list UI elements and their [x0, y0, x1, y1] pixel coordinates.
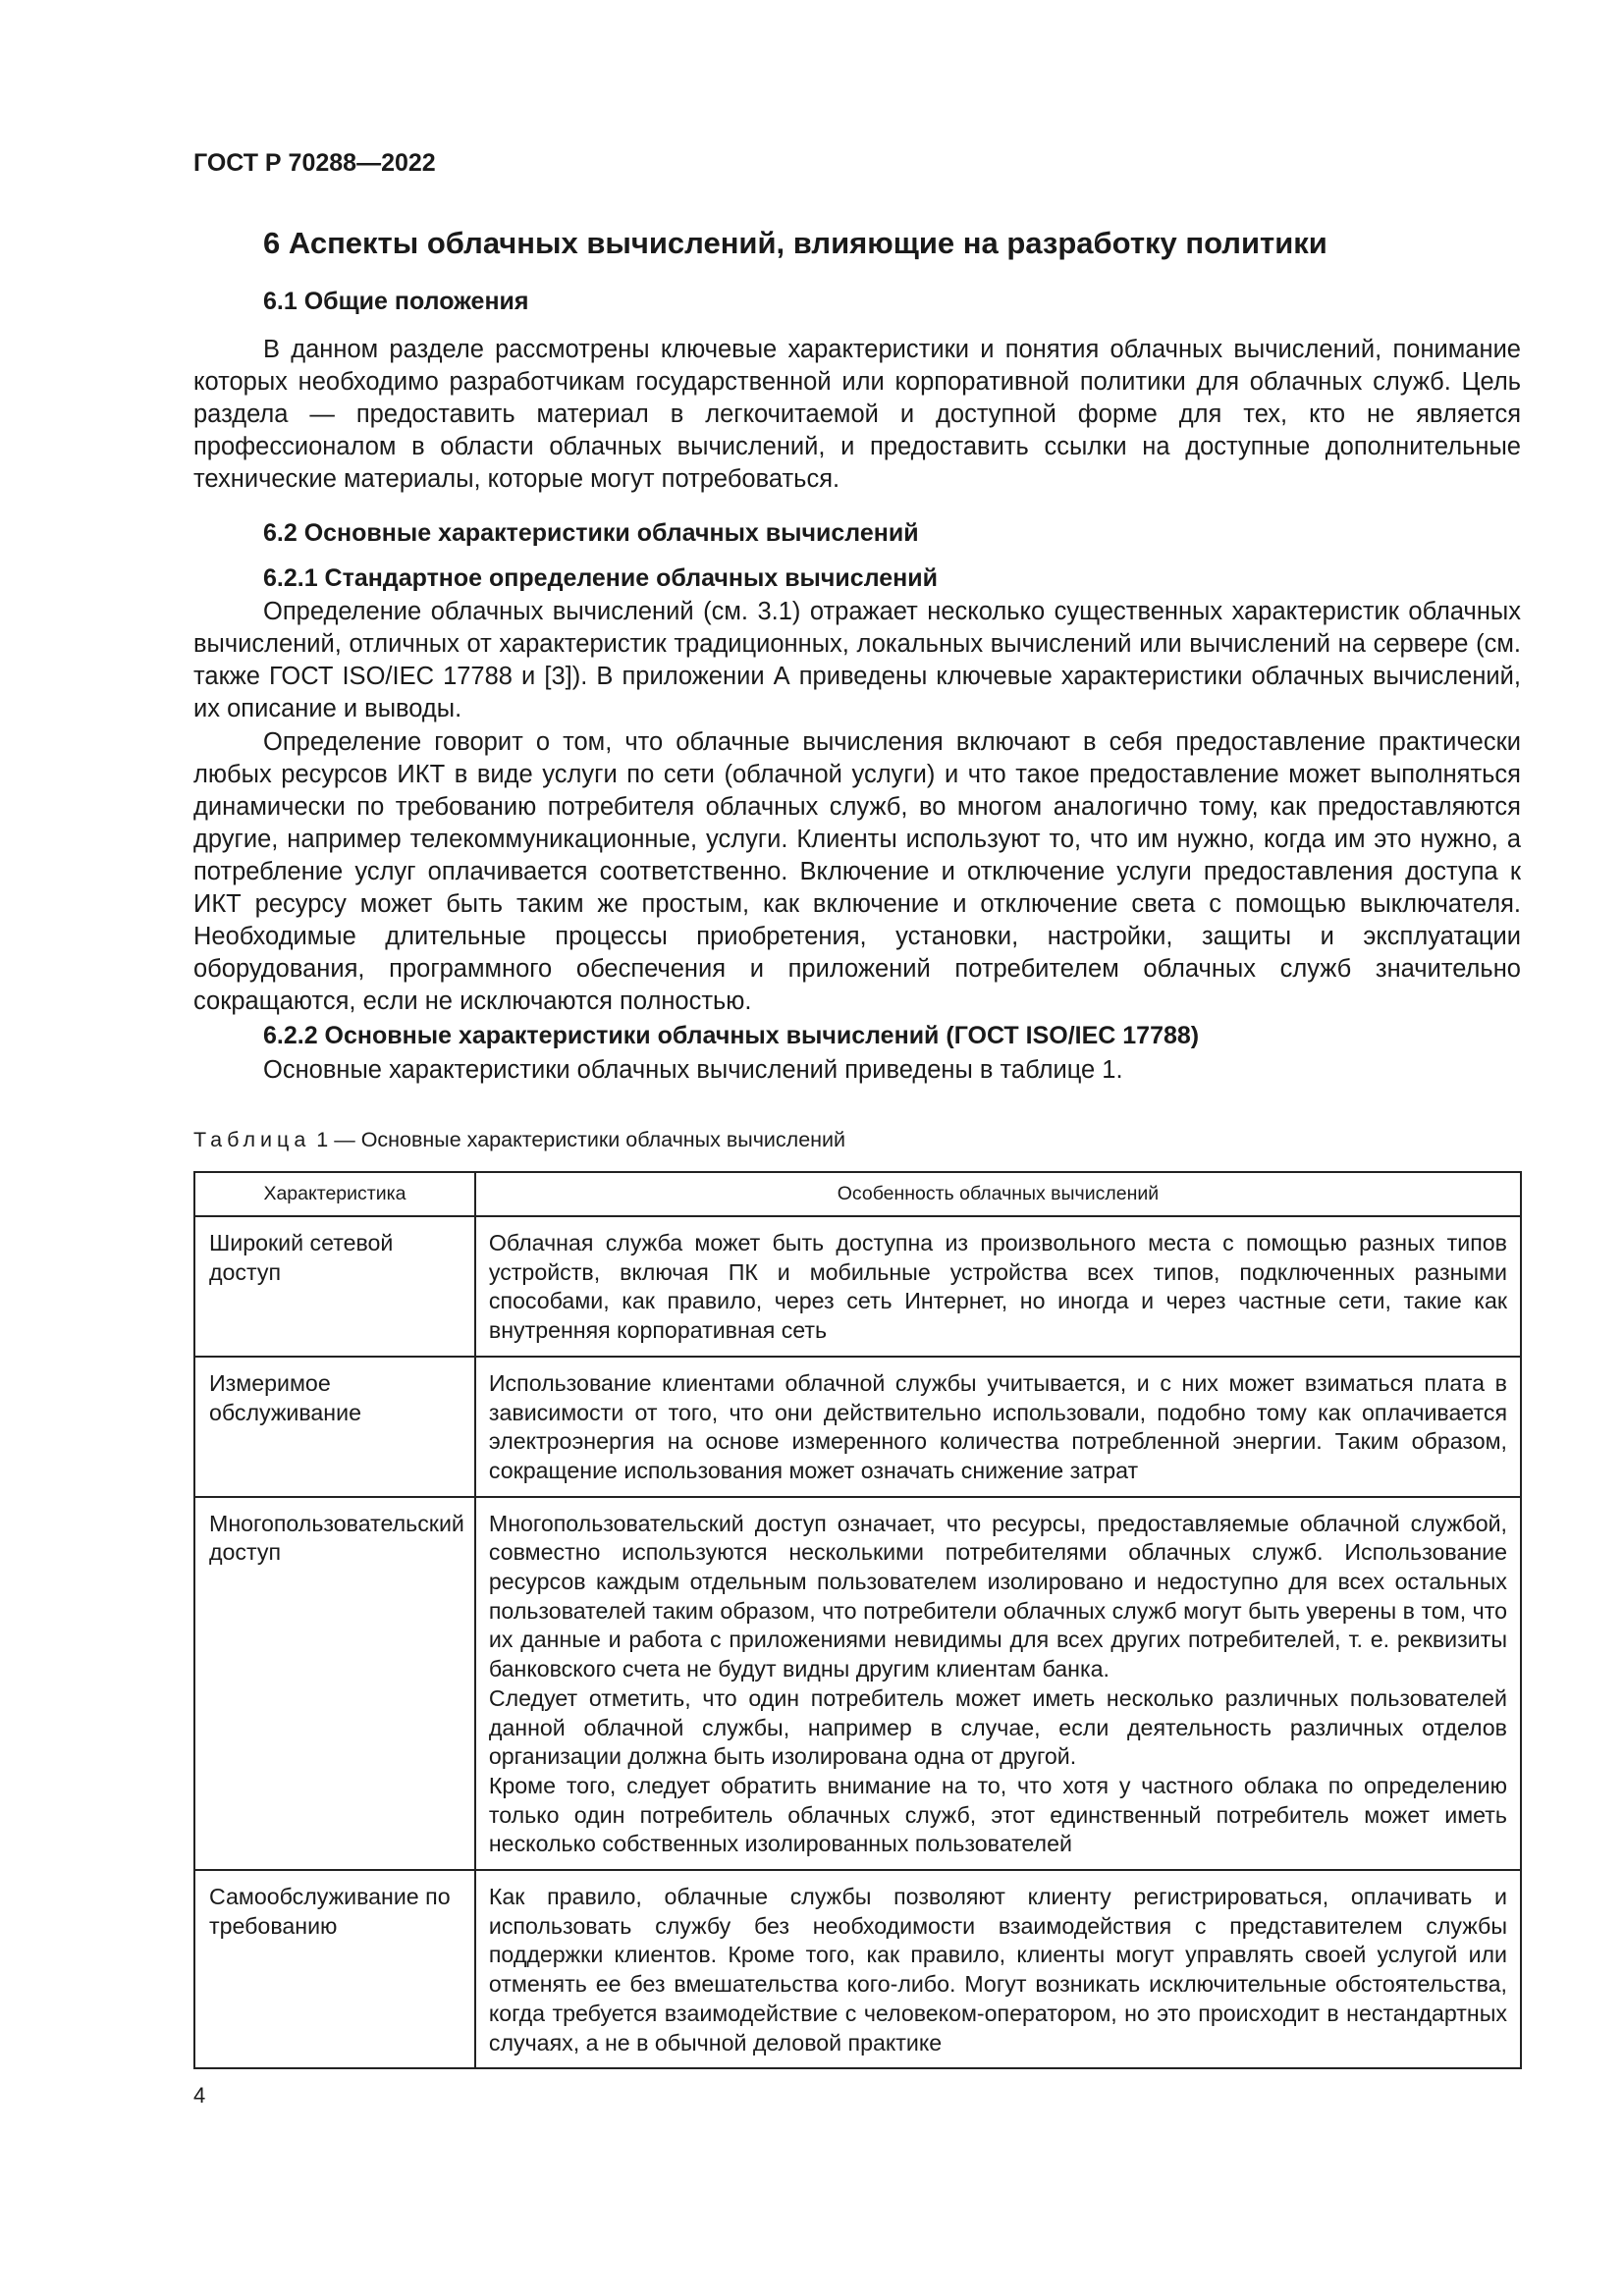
characteristics-table — [193, 1171, 1522, 2069]
table-header-row — [194, 1172, 1521, 1216]
heading-6-2-1: 6.2.1 Стандартное определение облачных вычислений — [263, 564, 938, 592]
description-paragraph: Многопользовательский доступ означает, что ресурсы, предоставляемые облачной службой, совместно используются несколькими потребителями облачных служб. Использование ресурсов каждым отдельным пользователем изолировано и недоступно для всех остальных пользователей таким образом, что потребители облачных служб могут быть уверены в том, что их данные и работа с приложениями невидимы для всех других потребителей, т. е. реквизиты банковского счета не будут видны другим клиентам банка. — [488, 1510, 1507, 1682]
paragraph-6-2-2: Основные характеристики облачных вычислений приведены в таблице 1. — [263, 1056, 1123, 1084]
heading-6-1: 6.1 Общие положения — [263, 288, 529, 315]
table-row — [194, 1357, 1521, 1497]
table-row — [194, 1497, 1521, 1870]
description-paragraph: Следует отметить, что один потребитель может иметь несколько различных пользователей данной облачной службы, например в случае, если деятельность различных отделов организации должна быть изолирована одна от другой. — [488, 1684, 1507, 1770]
characteristic-name: Самообслуживание по требованию — [194, 1870, 475, 2068]
heading-6-2-2: 6.2.2 Основные характеристики облачных вычислений (ГОСТ ISO/IEC 17788) — [263, 1022, 1200, 1049]
table-row — [194, 1216, 1521, 1357]
description-paragraph: Облачная служба может быть доступна из произвольного места с помощью разных типов устройств, включая ПК и мобильные устройства всех типов, подключенных разными способами, как правило, через сеть Интернет, но иногда и через частные сети, такие как внутренняя корпоративная сеть — [488, 1230, 1507, 1344]
page-number: 4 — [193, 2083, 206, 2108]
table-row — [194, 1870, 1521, 2068]
characteristic-name: Измеримое обслуживание — [194, 1357, 475, 1497]
characteristic-description — [475, 1216, 1521, 1357]
heading-6-2: 6.2 Основные характеристики облачных вычислений — [263, 519, 919, 547]
table-caption-word: Таблица — [193, 1128, 311, 1151]
description-paragraph: Кроме того, следует обратить внимание на то, что хотя у частного облака по определению только один потребитель облачных служб, этот единственный потребитель может иметь несколько собственных изолированных пользователей — [488, 1772, 1507, 1857]
paragraph-6-2-1-b: Определение говорит о том, что облачные вычисления включают в себя предоставление практически любых ресурсов ИКТ в виде услуги по сети (облачной услуги) и что такое предоставление может выполняться динамически по требованию потребителя облачных служб, во многом аналогично тому, как предоставляются другие, например телекоммуникационные, услуги. Клиенты используют то, что им нужно, когда им это нужно, а потребление услуг оплачивается соответственно. Включение и отключение услуги предоставления доступа к ИКТ ресурсу может быть таким же простым, как включение и отключение света с помощью выключателя. Необходимые длительные процессы приобретения, установки, настройки, защиты и эксплуатации оборудования, программного обеспечения и приложений потребителем облачных служб значительно сокращаются, если не исключаются полностью. — [193, 728, 1521, 1015]
characteristic-name: Широкий сетевой доступ — [194, 1216, 475, 1357]
description-paragraph: Использование клиентами облачной службы учитывается, и с них может взиматься плата в зависимости от того, что они действительно использовали, подобно тому как оплачивается электроэнергия на основе измеренного количества потребленной энергии. Таким образом, сокращение использования может означать снижение затрат — [488, 1369, 1507, 1483]
characteristic-name: Многопользовательский доступ — [194, 1497, 475, 1870]
column-header-characteristic: Характеристика — [194, 1172, 475, 1216]
paragraph-6-2-1-a: Определение облачных вычислений (см. 3.1) отражает несколько существенных характеристик облачных вычислений, отличных от характеристик традиционных, локальных вычислений или вычислений на сервере (см. также ГОСТ ISO/IEC 17788 и [3]). В приложении А приведены ключевые характеристики облачных вычислений, их описание и выводы. — [193, 598, 1521, 722]
paragraph-6-1: В данном разделе рассмотрены ключевые характеристики и понятия облачных вычислений, понимание которых необходимо разработчикам государственной или корпоративной политики для облачных служб. Цель раздела — предоставить материал в легкочитаемой и доступной форме для тех, кто не является профессионалом в области облачных вычислений, и предоставить ссылки на доступные дополнительные технические материалы, которые могут потребоваться. — [193, 336, 1521, 493]
characteristic-description — [475, 1497, 1521, 1870]
characteristic-description — [475, 1357, 1521, 1497]
table-caption-title: 1 — Основные характеристики облачных вычислений — [316, 1128, 846, 1151]
section-title: 6 Аспекты облачных вычислений, влияющие на разработку политики — [263, 226, 1327, 260]
table-caption — [193, 1128, 845, 1152]
characteristic-description — [475, 1870, 1521, 2068]
description-paragraph: Как правило, облачные службы позволяют клиенту регистрироваться, оплачивать и использовать службу без необходимости взаимодействия с представителем службы поддержки клиентов. Кроме того, как правило, клиенты могут управлять своей услугой или отменять ее без вмешательства кого-либо. Могут возникать исключительные обстоятельства, когда требуется взаимодействие с человеком-оператором, но это происходит в нестандартных случаях, а не в обычной деловой практике — [488, 1884, 1507, 2056]
column-header-feature: Особенность облачных вычислений — [475, 1172, 1521, 1216]
document-code: ГОСТ Р 70288—2022 — [193, 149, 436, 177]
